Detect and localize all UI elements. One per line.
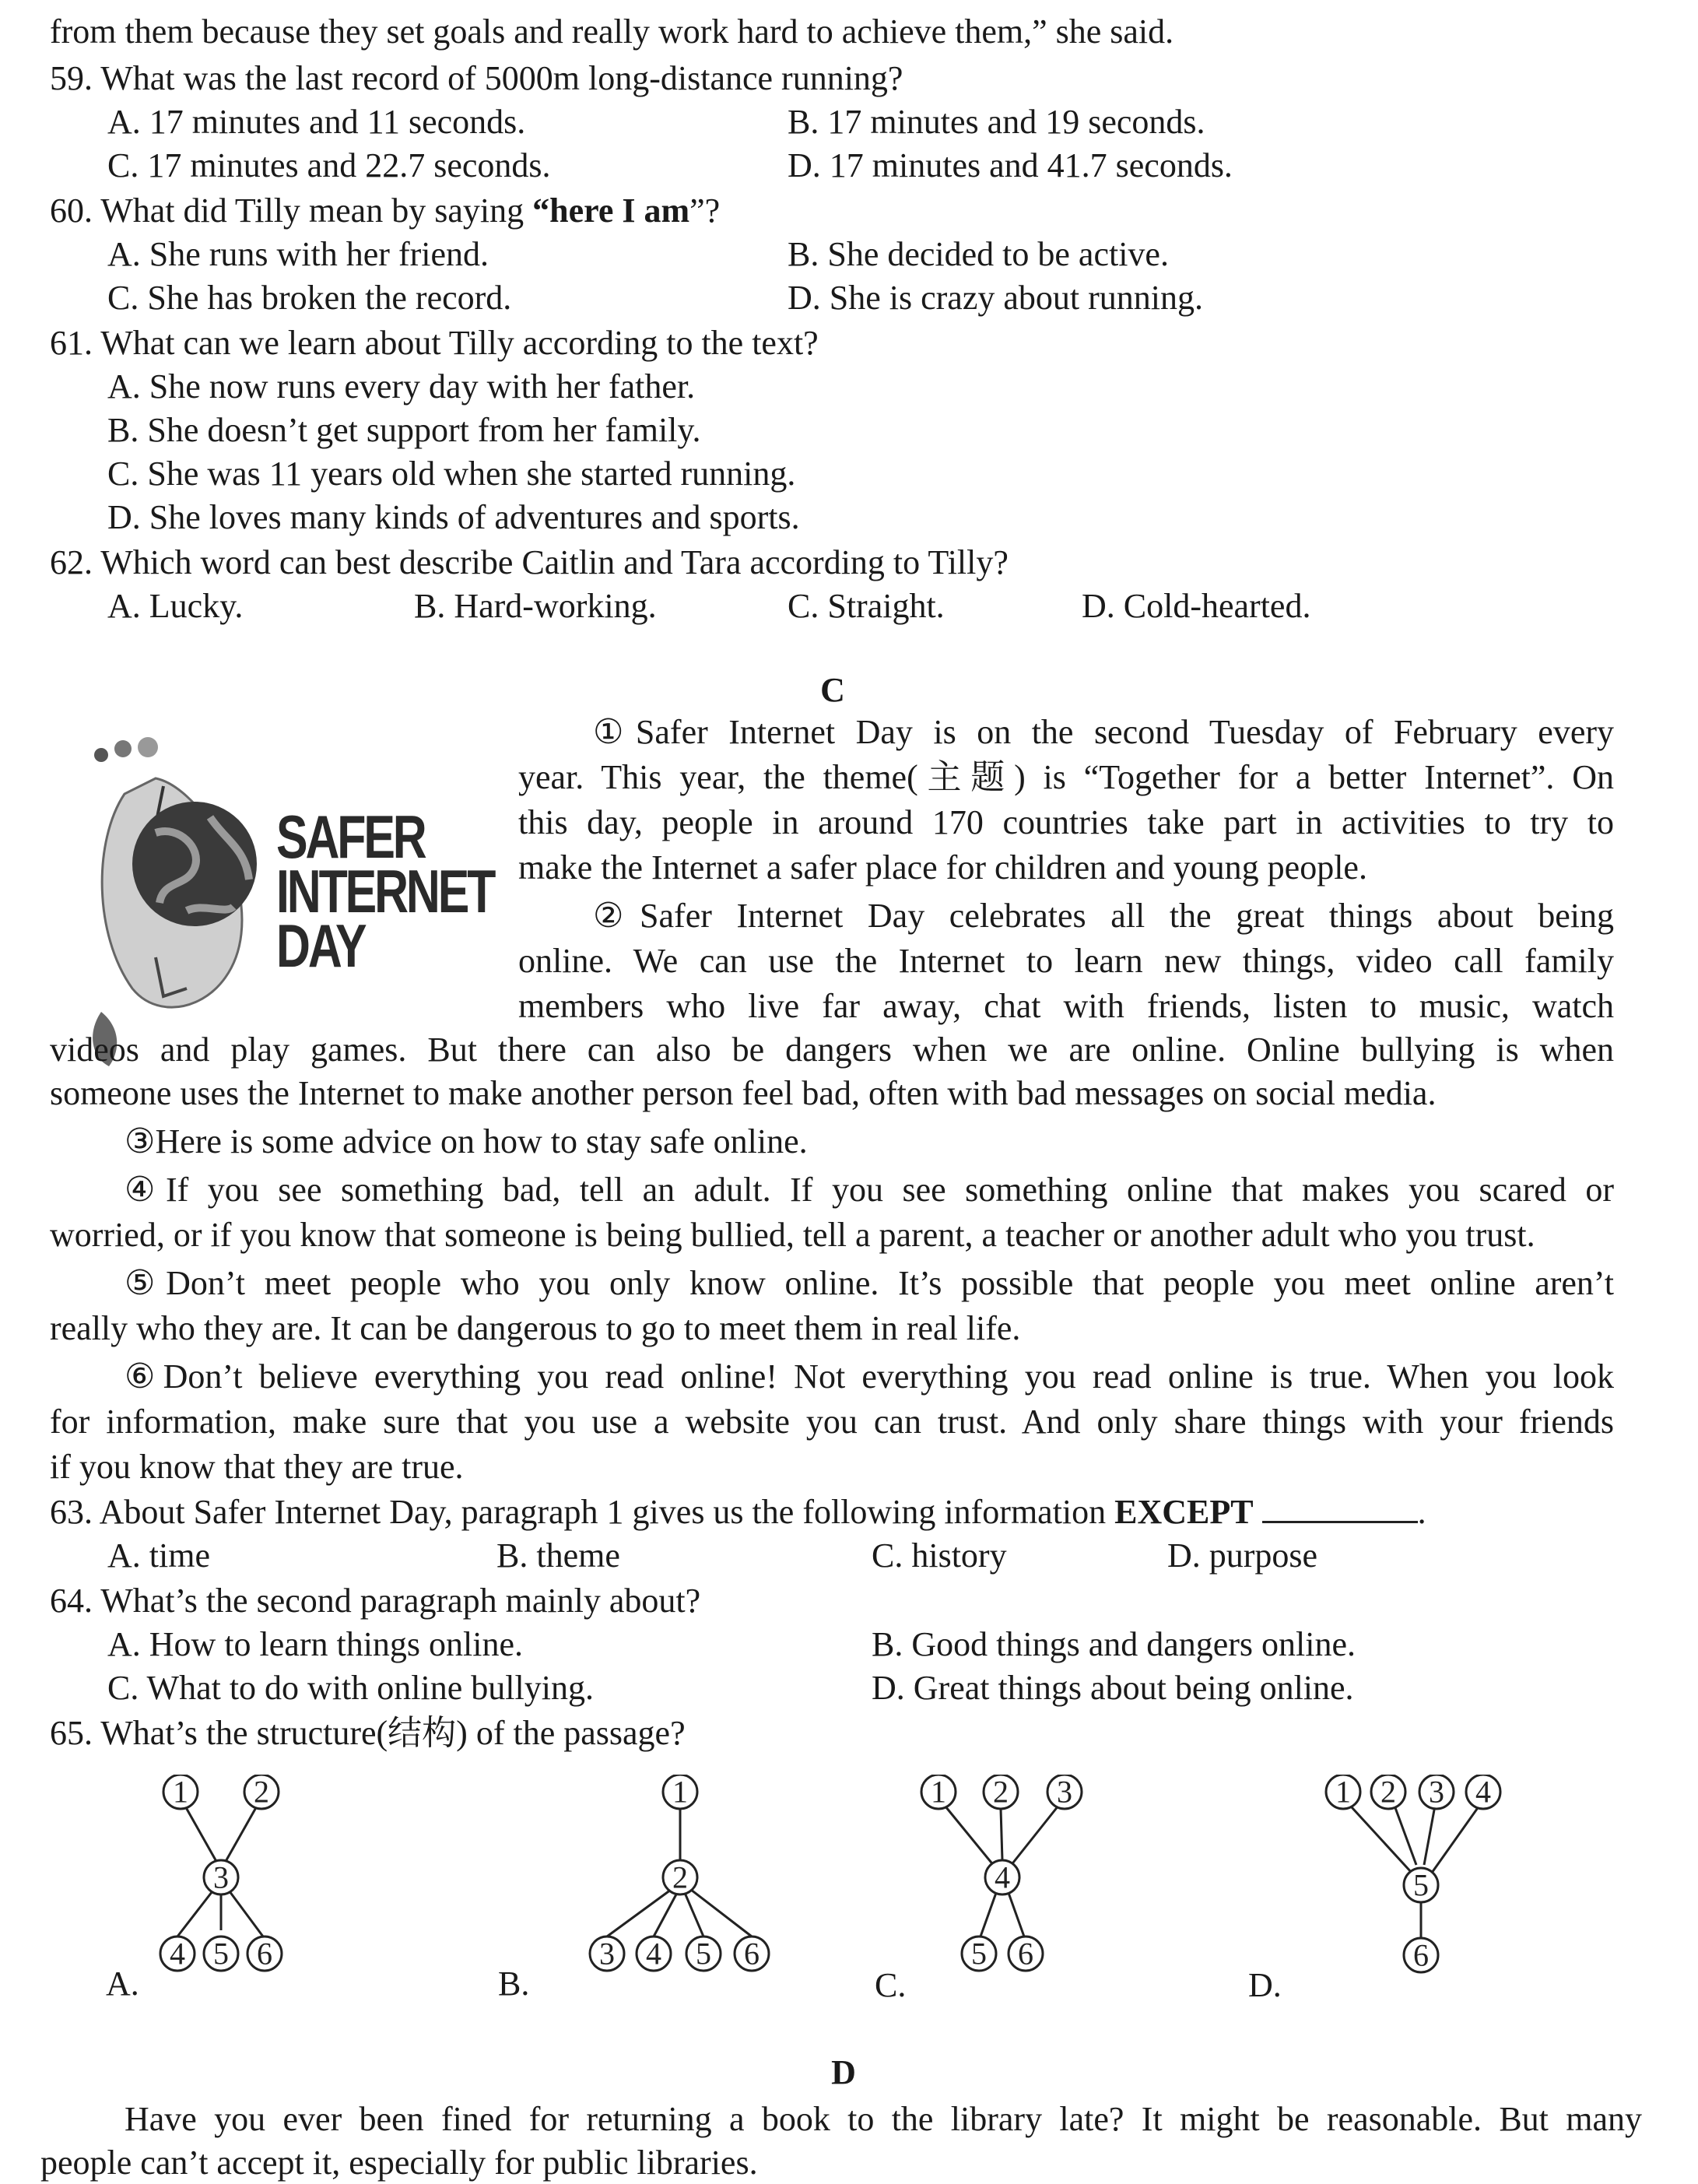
- q64-option-d[interactable]: D. Great things about being online.: [872, 1669, 1354, 1707]
- c-p2-line-3: members who live far away, chat with friends, listen to music, watch: [518, 987, 1614, 1025]
- q64-option-b[interactable]: B. Good things and dangers online.: [872, 1625, 1356, 1663]
- node-1: 1: [931, 1775, 946, 1810]
- c-p2-line-4: videos and play games. But there can also be dangers when we are online. Online bullying is when: [50, 1031, 1614, 1069]
- node-4: 4: [646, 1936, 661, 1972]
- node-6: 6: [257, 1936, 272, 1972]
- q59-option-a[interactable]: A. 17 minutes and 11 seconds.: [107, 103, 526, 141]
- q63-stem-except: EXCEPT: [1114, 1493, 1254, 1531]
- node-1: 1: [1335, 1775, 1351, 1810]
- q62-option-c[interactable]: C. Straight.: [788, 587, 945, 625]
- q61-stem: 61. What can we learn about Tilly according to the text?: [50, 324, 819, 362]
- q62-stem: 62. Which word can best describe Caitlin and Tara according to Tilly?: [50, 543, 1009, 581]
- q60-stem-text: 60. What did Tilly mean by saying: [50, 191, 533, 230]
- q63-option-a[interactable]: A. time: [107, 1536, 210, 1575]
- q65-diagram-c[interactable]: [903, 1775, 1121, 1977]
- q65-diagram-a[interactable]: [140, 1775, 311, 1977]
- node-5: 5: [971, 1936, 987, 1972]
- d-line-1: Have you ever been fined for returning a book to the library late? It might be reasonable. But many: [125, 2100, 1642, 2138]
- q61-option-d[interactable]: D. She loves many kinds of adventures and sports.: [107, 498, 800, 536]
- node-3: 3: [599, 1936, 615, 1972]
- c-p2-line-5: someone uses the Internet to make another person feel bad, often with bad messages on social media.: [50, 1074, 1437, 1112]
- q63-option-b[interactable]: B. theme: [496, 1536, 620, 1575]
- q62-option-a[interactable]: A. Lucky.: [107, 587, 244, 625]
- q65-diagram-b[interactable]: [537, 1775, 802, 1977]
- node-4: 4: [995, 1859, 1010, 1895]
- q65-diagram-d[interactable]: [1307, 1775, 1541, 1977]
- q59-option-b[interactable]: B. 17 minutes and 19 seconds.: [788, 103, 1205, 141]
- c-p2-line-1: ②Safer Internet Day celebrates all the great things about being: [593, 897, 1614, 935]
- q63-answer-blank[interactable]: [1262, 1494, 1418, 1523]
- q59-option-d[interactable]: D. 17 minutes and 41.7 seconds.: [788, 146, 1233, 184]
- node-5: 5: [213, 1936, 229, 1972]
- section-d-heading: D: [831, 2053, 856, 2091]
- q60-option-b[interactable]: B. She decided to be active.: [788, 235, 1169, 273]
- q62-option-d[interactable]: D. Cold-hearted.: [1082, 587, 1311, 625]
- node-5: 5: [1413, 1867, 1429, 1903]
- node-1: 1: [173, 1775, 188, 1810]
- q64-stem: 64. What’s the second paragraph mainly about?: [50, 1582, 701, 1620]
- node-1: 1: [672, 1775, 688, 1810]
- q59-option-c[interactable]: C. 17 minutes and 22.7 seconds.: [107, 146, 551, 184]
- safer-internet-day-logo: [78, 732, 498, 1074]
- intro-line: from them because they set goals and really work hard to achieve them,” she said.: [50, 12, 1174, 51]
- q63-option-d[interactable]: D. purpose: [1167, 1536, 1318, 1575]
- logo-text-line-1: SAFER: [276, 802, 425, 871]
- c-p6-line-3: if you know that they are true.: [50, 1448, 464, 1486]
- q61-option-b[interactable]: B. She doesn’t get support from her family.: [107, 411, 701, 449]
- node-5: 5: [696, 1936, 711, 1972]
- q65-option-c-label[interactable]: C.: [875, 1966, 907, 2004]
- q60-option-d[interactable]: D. She is crazy about running.: [788, 279, 1203, 317]
- c-p5-line-2: really who they are. It can be dangerous to go to meet them in real life.: [50, 1309, 1021, 1347]
- q63-option-c[interactable]: C. history: [872, 1536, 1007, 1575]
- c-p6-line-2: for information, make sure that you use a website you can trust. And only share things with your friends: [50, 1403, 1614, 1441]
- node-6: 6: [1413, 1937, 1429, 1973]
- section-c-heading: C: [820, 671, 845, 709]
- q62-option-b[interactable]: B. Hard-working.: [414, 587, 657, 625]
- node-3: 3: [1429, 1775, 1444, 1810]
- logo-text-line-2: INTERNET: [276, 857, 494, 925]
- q60-stem-end: ”?: [689, 191, 721, 230]
- q65-option-a-label[interactable]: A.: [106, 1965, 139, 2003]
- q65-option-b-label[interactable]: B.: [498, 1965, 530, 2003]
- logo-text-line-3: DAY: [276, 911, 365, 980]
- q59-stem: 59. What was the last record of 5000m long-distance running?: [50, 59, 903, 97]
- q60-stem: [50, 190, 720, 232]
- q60-stem-quote: “here I am: [532, 191, 690, 230]
- node-4: 4: [1475, 1775, 1491, 1810]
- c-p6-line-1: ⑥Don’t believe everything you read online! Not everything you read online is true. When you look: [125, 1357, 1614, 1396]
- c-p5-line-1: ⑤Don’t meet people who you only know online. It’s possible that people you meet online aren’t: [125, 1264, 1614, 1302]
- node-2: 2: [672, 1859, 688, 1895]
- c-p4-line-2: worried, or if you know that someone is being bullied, tell a parent, a teacher or another adult who you trust.: [50, 1216, 1535, 1254]
- node-2: 2: [993, 1775, 1009, 1810]
- q65-stem: 65. What’s the structure(结构) of the passage?: [50, 1714, 686, 1752]
- c-p3: ③Here is some advice on how to stay safe online.: [125, 1122, 808, 1160]
- node-3: 3: [1057, 1775, 1072, 1810]
- q61-option-a[interactable]: A. She now runs every day with her father.: [107, 367, 696, 406]
- c-p1-line-1: ①Safer Internet Day is on the second Tuesday of February every: [593, 713, 1614, 751]
- node-2: 2: [254, 1775, 269, 1810]
- node-2: 2: [1381, 1775, 1396, 1810]
- q63-stem-end: .: [1417, 1493, 1426, 1531]
- c-p2-line-2: online. We can use the Internet to learn new things, video call family: [518, 942, 1614, 980]
- q63-stem: [50, 1491, 1426, 1533]
- c-p1-line-2: year. This year, the theme(主题) is “Together for a better Internet”. On: [518, 758, 1614, 796]
- node-3: 3: [213, 1859, 229, 1895]
- q64-option-a[interactable]: A. How to learn things online.: [107, 1625, 524, 1663]
- q65-option-d-label[interactable]: D.: [1248, 1966, 1282, 2004]
- node-6: 6: [744, 1936, 760, 1972]
- q63-stem-text: 63. About Safer Internet Day, paragraph 1 gives us the following information: [50, 1493, 1115, 1531]
- node-6: 6: [1018, 1936, 1033, 1972]
- c-p4-line-1: ④If you see something bad, tell an adult. If you see something online that makes you scared or: [125, 1171, 1614, 1209]
- node-4: 4: [170, 1936, 185, 1972]
- c-p1-line-3: this day, people in around 170 countries take part in activities to try to: [518, 803, 1614, 841]
- d-line-2: people can’t accept it, especially for public libraries.: [40, 2144, 758, 2182]
- c-p1-line-4: make the Internet a safer place for children and young people.: [518, 848, 1367, 887]
- q61-option-c[interactable]: C. She was 11 years old when she started running.: [107, 455, 796, 493]
- q60-option-c[interactable]: C. She has broken the record.: [107, 279, 512, 317]
- q64-option-c[interactable]: C. What to do with online bullying.: [107, 1669, 594, 1707]
- q60-option-a[interactable]: A. She runs with her friend.: [107, 235, 489, 273]
